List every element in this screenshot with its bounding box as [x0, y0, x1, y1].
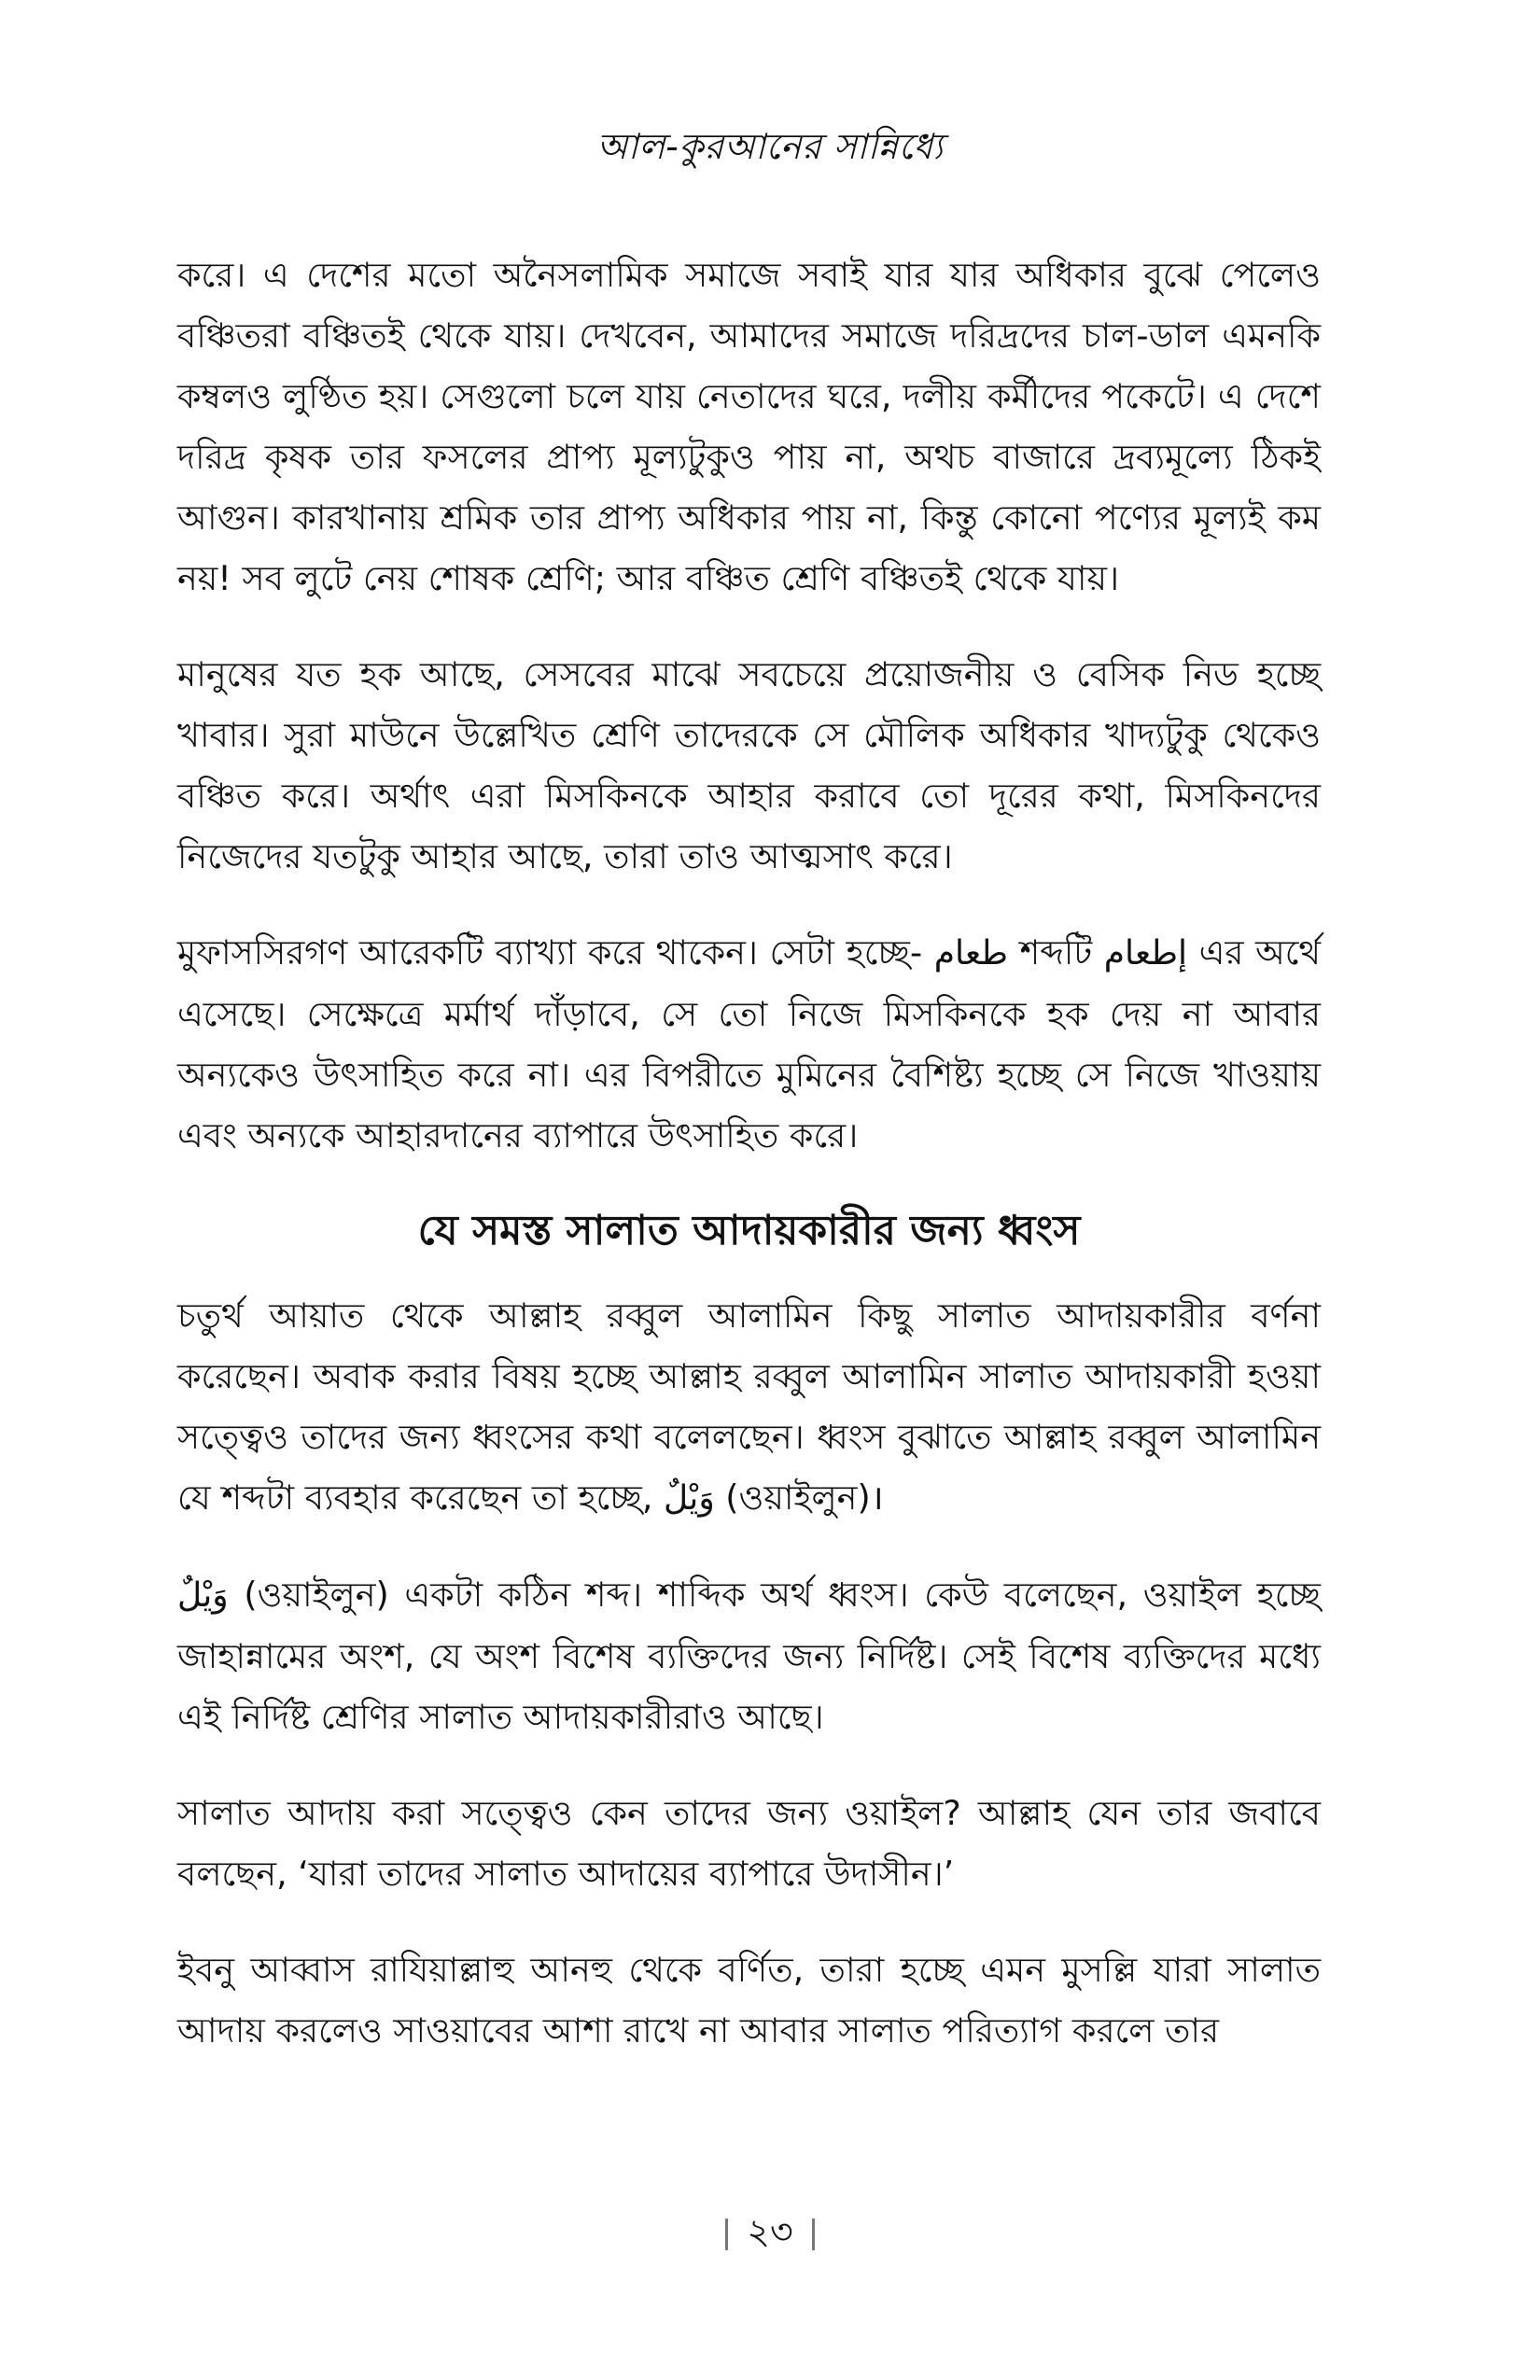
paragraph-1: করে। এ দেশের মতো অনৈসলামিক সমাজে সবাই যার যার অধিকার বুঝে পেলেও বঞ্চিতরা বঞ্চিতই থেকে যায়। দেখবেন, আমাদের সমাজে দরিদ্রদের চাল-ডাল এমনকি কম্বলও লুণ্ঠিত হয়। সেগুলো চলে যায় নেতাদের ঘরে, দলীয় কর্মীদের পকেটে। এ দেশে দরিদ্র কৃষক তার ফসলের প্রাপ্য মূল্যটুকুও পায় না, অথচ বাজারে দ্রব্যমূল্যে ঠিকই আগুন। কারখানায় শ্রমিক তার প্রাপ্য অধিকার পায় না, কিন্তু কোনো পণ্যের মূল্যই কম নয়! সব লুটে নেয় শোষক শ্রেণি; আর বঞ্চিত শ্রেণি বঞ্চিতই থেকে যায়।	[177, 255, 1321, 598]
running-header: আল-কুরআনের সান্নিধ্যে	[596, 126, 944, 167]
arabic-word-wail: وَيْلٌ	[177, 1576, 229, 1615]
section-paragraph-2	[177, 1564, 1321, 1747]
paragraph-2: মানুষের যত হক আছে, সেসবের মাঝে সবচেয়ে প্রয়োজনীয় ও বেসিক নিড হচ্ছে খাবার। সুরা মাউনে উল্লেখিত শ্রেণি তাদেরকে সে মৌলিক অধিকার খাদ্যটুকু থেকেও বঞ্চিত করে। অর্থাৎ এরা মিসকিনকে আহার করাবে তো দূরের কথা, মিসকিনদের নিজেদের যতটুকু আহার আছে, তারা তাও আত্মসাৎ করে।	[177, 654, 1321, 876]
paragraph-3-text-before: মুফাসসিরগণ আরেকটি ব্যাখ্যা করে থাকেন। সেটা হচ্ছে-	[177, 932, 934, 973]
page-number: ২৩	[747, 2211, 793, 2252]
arabic-word-wail: وَيْلٌ	[664, 1479, 715, 1518]
section-paragraph-1-text-before: চতুর্থ আয়াত থেকে আল্লাহ রব্বুল আলামিন কিছু সালাত আদায়কারীর বর্ণনা করেছেন। অবাক করার বিষয় হচ্ছে আল্লাহ রব্বুল আলামিন সালাত আদায়কারী হওয়া সত্ত্বেও তাদের জন্য ধ্বংসের কথা বলেলছেন। ধ্বংস বুঝাতে আল্লাহ রব্বুল আলামিন যে শব্দটা ব্যবহার করেছেন তা হচ্ছে,	[177, 1295, 1321, 1518]
arabic-word-taam: طعام	[933, 934, 1009, 973]
section-paragraph-1	[177, 1285, 1321, 1529]
section-heading: যে সমস্ত সালাত আদায়কারীর জন্য ধ্বংস	[417, 1207, 1081, 1254]
section-paragraph-1-text-after: (ওয়াইলুন)।	[714, 1477, 884, 1518]
section-paragraph-4: ইবনু আব্বাস রাযিয়াল্লাহু আনহু থেকে বর্ণিত, তারা হচ্ছে এমন মুসল্লি যারা সালাত আদায় করলেও সাওয়াবের আশা রাখে না আবার সালাত পরিত্যাগ করলে তার	[177, 1950, 1321, 2051]
page-number-right-bar	[812, 2219, 815, 2250]
paragraph-3-text-after: এর অর্থে এসেছে। সেক্ষেত্রে মর্মার্থ দাঁড়াবে, সে তো নিজে মিসকিনকে হক দেয় না আবার অন্যকেও উৎসাহিত করে না। এর বিপরীতে মুমিনের বৈশিষ্ট্য হচ্ছে সে নিজে খাওয়ায় এবং অন্যকে আহারদানের ব্যাপারে উৎসাহিত করে।	[177, 932, 1321, 1155]
section-paragraph-3: সালাত আদায় করা সত্ত্বেও কেন তাদের জন্য ওয়াইল? আল্লাহ যেন তার জবাবে বলছেন, ‘যারা তাদের সালাত আদায়ের ব্যাপারে উদাসীন।’	[177, 1793, 1321, 1894]
page-body	[177, 245, 1321, 2096]
arabic-word-itaam: إطعام	[1103, 934, 1188, 973]
paragraph-3-text-middle: শব্দটি	[1008, 932, 1104, 973]
section-paragraph-2-text: (ওয়াইলুন) একটা কঠিন শব্দ। শাব্দিক অর্থ ধ্বংস। কেউ বলেছেন, ওয়াইল হচ্ছে জাহান্নামের অংশ, যে অংশ বিশেষ ব্যক্তিদের জন্য নির্দিষ্ট। সেই বিশেষ ব্যক্তিদের মধ্যে এই নির্দিষ্ট শ্রেণির সালাত আদায়কারীরাও আছে।	[177, 1575, 1321, 1737]
paragraph-3	[177, 922, 1321, 1166]
page-number-footer	[0, 2205, 1540, 2264]
page-number-left-bar	[725, 2219, 728, 2250]
